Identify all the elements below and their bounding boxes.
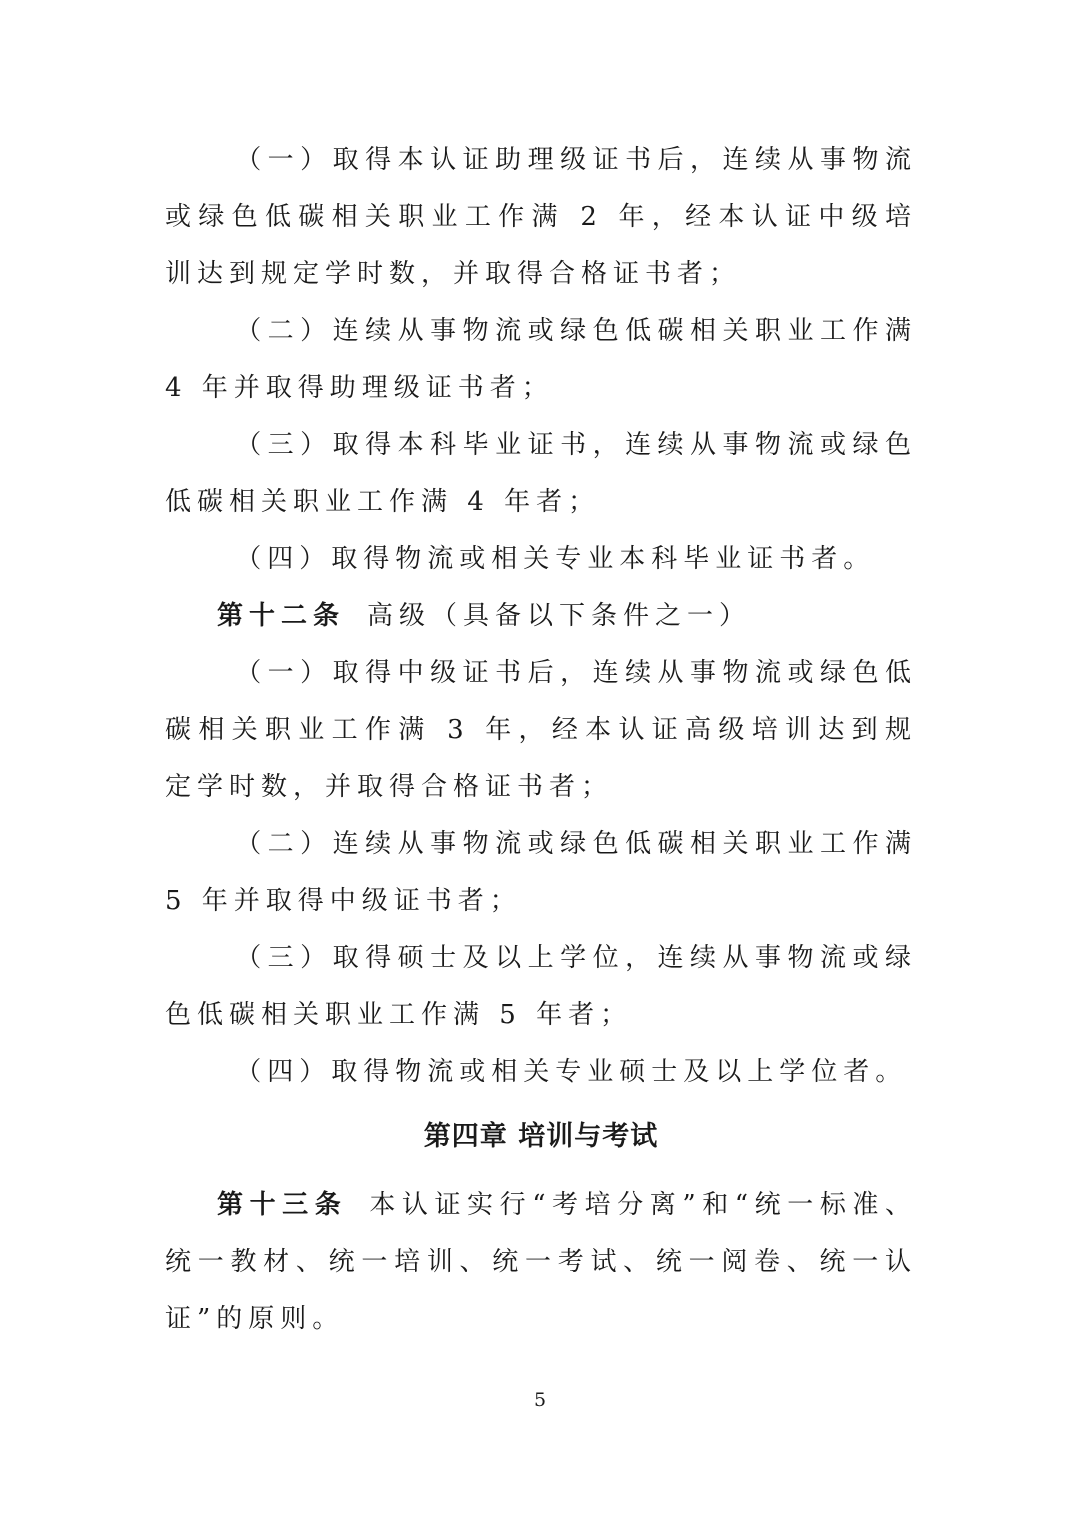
article-12 xyxy=(165,588,917,645)
intermediate-condition-4: （四）取得物流或相关专业本科毕业证书者。 xyxy=(235,544,876,574)
article-12-number: 第十二条 xyxy=(217,601,346,631)
document-body xyxy=(165,132,917,1348)
advanced-condition-4: （四）取得物流或相关专业硕士及以上学位者。 xyxy=(235,1057,908,1087)
article-13-number: 第十三条 xyxy=(217,1190,348,1220)
advanced-condition-1: （一）取得中级证书后，连续从事物流或绿色低碳相关职业工作满 3 年，经本认证高级培训达到规定学时数，并取得合格证书者； xyxy=(165,658,917,802)
article-12-text: 高级（具备以下条件之一） xyxy=(367,601,752,631)
advanced-condition-2: （二）连续从事物流或绿色低碳相关职业工作满 5 年并取得中级证书者； xyxy=(165,829,917,916)
intermediate-condition-1: （一）取得本认证助理级证书后，连续从事物流或绿色低碳相关职业工作满 2 年，经本认证中级培训达到规定学时数，并取得合格证书者； xyxy=(165,145,917,289)
intermediate-condition-2: （二）连续从事物流或绿色低碳相关职业工作满 4 年并取得助理级证书者； xyxy=(165,316,917,403)
article-13-text: 本认证实行“考培分离”和“统一标准、统一教材、统一培训、统一考试、统一阅卷、统一认证”的原则。 xyxy=(165,1190,917,1334)
advanced-condition-3: （三）取得硕士及以上学位，连续从事物流或绿色低碳相关职业工作满 5 年者； xyxy=(165,943,917,1030)
intermediate-condition-3: （三）取得本科毕业证书，连续从事物流或绿色低碳相关职业工作满 4 年者； xyxy=(165,430,917,517)
page-number: 5 xyxy=(533,1389,547,1411)
article-13 xyxy=(165,1177,917,1348)
chapter-title: 第四章 培训与考试 xyxy=(423,1121,659,1152)
